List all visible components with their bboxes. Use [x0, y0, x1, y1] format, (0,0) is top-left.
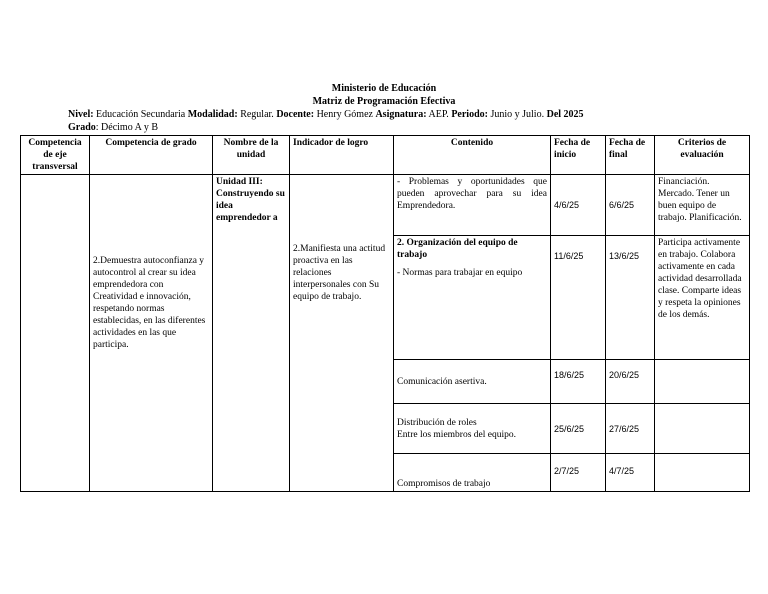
contenido-text: Distribución de roles [397, 417, 477, 428]
indicador-cell [290, 175, 394, 492]
ministry-title: Ministerio de Educación [331, 83, 437, 94]
programming-matrix-table [20, 135, 750, 492]
criterios-cell [655, 404, 750, 454]
contenido-text: - Normas para trabajar en equipo [397, 268, 523, 278]
header-indicador: Indicador de logro [290, 136, 394, 175]
unidad-cell: Unidad III: Construyendo su idea emprendedor a [213, 175, 290, 492]
contenido-cell: Comunicación asertiva. [394, 360, 551, 404]
fecha-inicio-cell: 4/6/25 [551, 175, 606, 236]
fecha-inicio-cell: 11/6/25 [551, 236, 606, 360]
header-criterios: Criterios de evaluación [655, 136, 750, 175]
document-title: Matriz de Programación Efectiva [312, 96, 456, 107]
meta-line-1 [68, 109, 584, 121]
nivel-value: Educación Secundaria [93, 109, 188, 120]
header-nombre-unidad: Nombre de la unidad [213, 136, 290, 175]
grado-label: Grado [68, 122, 96, 133]
contenido-cell: - Problemas y oportunidades que pueden aprovechar para su idea Emprendedora. [394, 175, 551, 236]
fecha-final-cell: 4/7/25 [606, 454, 655, 492]
fecha-final-cell: 20/6/25 [606, 360, 655, 404]
asignatura-label: Asignatura: [375, 109, 427, 120]
competencia-grado-text: 2.Demuestra autoconfianza y autocontrol al crear su idea emprendedora con Creatividad e innovación, respetando normas establecidas, en las diferentes actividades en las que participa. [93, 256, 206, 350]
fecha-inicio-cell: 2/7/25 [551, 454, 606, 492]
docente-label: Docente: [276, 109, 315, 120]
header-fecha-inicio: Fecha de inicio [551, 136, 606, 175]
periodo-value: Junio y Julio. [487, 109, 547, 120]
contenido-title: 2. Organización del equipo de trabajo [397, 238, 518, 260]
contenido-cell: Compromisos de trabajo [394, 454, 551, 492]
modalidad-value: Regular. [237, 109, 277, 120]
meta-line-2 [68, 122, 158, 134]
periodo-label: Periodo: [451, 109, 488, 120]
table-row [21, 175, 750, 236]
modalidad-label: Modalidad: [187, 109, 238, 120]
asignatura-value: AEP. [426, 109, 452, 120]
header-competencia-grado: Competencia de grado [90, 136, 213, 175]
fecha-final-cell: 6/6/25 [606, 175, 655, 236]
criterios-cell [655, 454, 750, 492]
indicador-text: 2.Manifiesta una actitud proactiva en las relaciones interpersonales con Su equipo de trabajo. [293, 244, 386, 302]
contenido-cell [394, 404, 551, 454]
header-competencia-eje: Competencia de eje transversal [21, 136, 90, 175]
contenido-text-2: Entre los miembros del equipo. [397, 429, 516, 440]
year-label: Del 2025 [546, 109, 584, 120]
criterios-cell: Financiación. Mercado. Tener un buen equipo de trabajo. Planificación. [655, 175, 750, 236]
header-fecha-final: Fecha de final [606, 136, 655, 175]
competencia-eje-cell [21, 175, 90, 492]
criterios-cell [655, 360, 750, 404]
table-header-row [21, 136, 750, 175]
docente-value: Henry Gómez [314, 109, 376, 120]
criterios-cell: Participa activamente en trabajo. Colabora activamente en cada actividad desarrollada clase. Comparte ideas y respeta la opiniones de los demás. [655, 236, 750, 360]
fecha-final-cell: 13/6/25 [606, 236, 655, 360]
nivel-label: Nivel: [68, 109, 94, 120]
fecha-inicio-cell: 18/6/25 [551, 360, 606, 404]
header-contenido: Contenido [394, 136, 551, 175]
fecha-final-cell: 27/6/25 [606, 404, 655, 454]
contenido-cell [394, 236, 551, 360]
grado-value: : Décimo A y B [95, 122, 159, 133]
competencia-grado-cell [90, 175, 213, 492]
fecha-inicio-cell: 25/6/25 [551, 404, 606, 454]
